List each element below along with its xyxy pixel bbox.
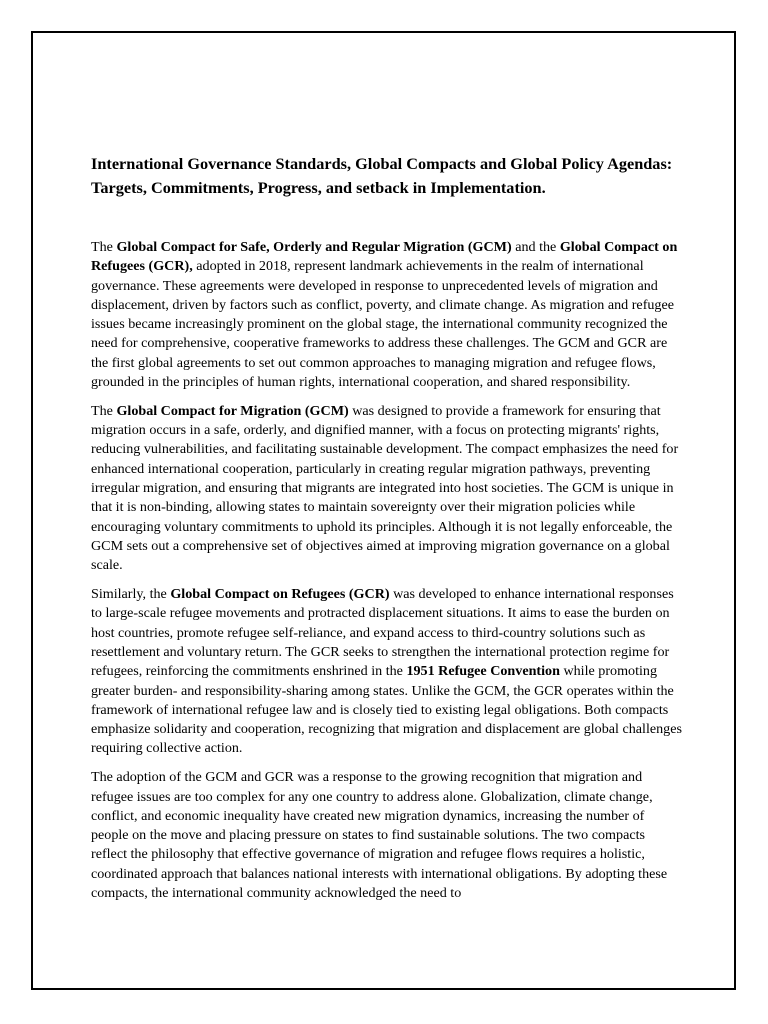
text-run: The adoption of the GCM and GCR was a response to the growing recognition that migration and refugee issues are too complex for any one country to address alone. Globalization, climate change, conflict, and economic inequality have created new migration dynamics, increasing the number of people on the move and placing pressure on states to find sustainable solutions. The two compacts reflect the philosophy that effective governance of migration and refugee flows requires a holistic, coordinated approach that balances national interests with international obligations. By adopting these compacts, the international community acknowledged the need to (91, 769, 668, 901)
bold-text-run: Global Compact for Migration (GCM) (116, 402, 349, 419)
text-run: adopted in 2018, represent landmark achievements in the realm of international governance. These agreements were developed in response to unprecedented levels of migration and displacement, driven by factors such as conflict, poverty, and climate change. As migration and refugee issues became increasingly prominent on the global stage, the international community recognized the need for comprehensive, cooperative frameworks to address these challenges. The GCM and GCR are the first global agreements to set out common approaches to managing migration and refugee flows, grounded in the principles of human rights, international cooperation, and shared responsibility. (91, 258, 674, 391)
text-run: Similarly, the (91, 586, 171, 603)
paragraph-3 (91, 585, 683, 759)
paragraph-4 (91, 768, 683, 903)
bold-text-run: Global Compact on Refugees (GCR) (170, 586, 390, 603)
bold-text-run: 1951 Refugee Convention (406, 663, 560, 680)
text-run: The (91, 239, 117, 255)
text-run: was designed to provide a framework for ensuring that migration occurs in a safe, orderly, and dignified manner, with a focus on protecting migrants' rights, reducing vulnerabilities, and facilitating sustainable development. The compact emphasizes the need for enhanced international cooperation, particularly in creating regular migration pathways, preventing irregular migration, and ensuring that migrants are integrated into host societies. The GCM is unique in that it is non-binding, allowing states to maintain sovereignty over their migration policies while encouraging voluntary commitments to uphold its principles. Although it is not legally enforceable, the GCM sets out a comprehensive set of objectives aimed at improving migration governance on a global scale. (91, 402, 679, 574)
paragraph-1 (91, 238, 683, 392)
text-run: while promoting greater burden- and responsibility-sharing among states. Unlike the GCM, the GCR operates within the framework of international refugee law and is closely tied to existing legal obligations. Both compacts emphasize solidarity and cooperation, recognizing that migration and displacement are global challenges requiring collective action. (91, 663, 682, 757)
text-run: The (91, 402, 117, 419)
document-title: International Governance Standards, Global Compacts and Global Policy Agendas: Targets, Commitments, Progress, and setback in Implementation. (91, 154, 673, 197)
bold-text-run: Global Compact on Refugees (GCR), (91, 239, 678, 275)
text-run: and the (511, 239, 560, 255)
document-page (31, 31, 736, 990)
bold-text-run: Global Compact for Safe, Orderly and Regular Migration (GCM) (116, 239, 512, 255)
text-run: was developed to enhance international responses to large-scale refugee movements and protracted displacement situations. It aims to ease the burden on host countries, promote refugee self-reliance, and expand access to third-country solutions such as resettlement and voluntary return. The GCR seeks to strengthen the international protection regime for refugees, reinforcing the commitments enshrined in the (91, 586, 674, 680)
document-body (91, 152, 683, 913)
paragraph-2 (91, 402, 683, 576)
